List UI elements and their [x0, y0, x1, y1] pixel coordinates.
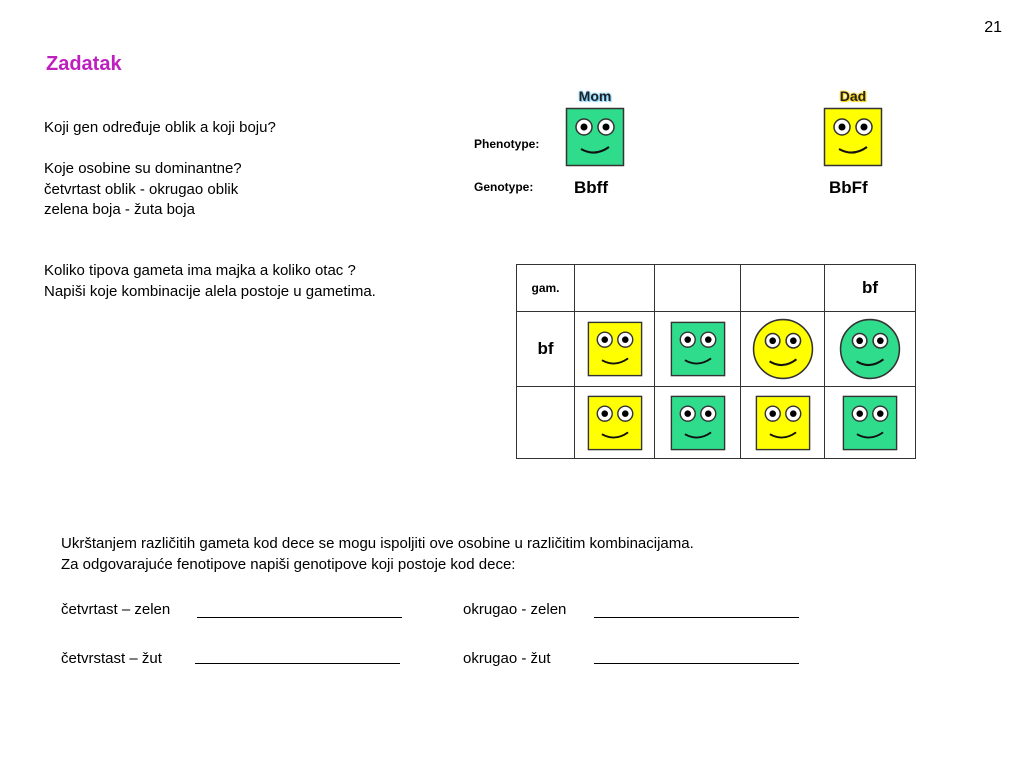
column-header [575, 265, 655, 312]
punnett-cell [741, 387, 825, 459]
punnett-square [516, 264, 916, 459]
question-3-line2: Napiši koje kombinacije alela postoje u gametima. [44, 282, 376, 300]
row-header-label: bf [537, 339, 554, 358]
genotype-label: Genotype: [474, 180, 534, 194]
answer-label-square-yellow: četvrstast – žut [61, 650, 162, 667]
offspring-square-green-face-icon [825, 395, 915, 451]
instructions [61, 534, 694, 575]
punnett-cell [825, 312, 916, 387]
offspring-square-yellow-face-icon [741, 395, 824, 451]
punnett-cell [825, 387, 916, 459]
offspring-square-yellow-face-icon [575, 395, 654, 451]
gametes-label: gam. [531, 281, 560, 295]
punnett-cell [741, 312, 825, 387]
row-header [517, 312, 575, 387]
mom-genotype: Bbff [574, 178, 608, 197]
punnett-cell [575, 312, 655, 387]
punnett-cell [655, 312, 741, 387]
question-2: Koje osobine su dominantne? [44, 160, 242, 177]
answer-blank[interactable] [594, 617, 799, 618]
mom-label: Mom [578, 88, 612, 104]
page-number: 21 [984, 19, 1002, 36]
answer-label-round-green: okrugao - zelen [463, 601, 567, 618]
offspring-round-yellow-face-icon [741, 318, 824, 380]
answer-label-square-green: četvrtast – zelen [61, 601, 171, 618]
mom-face-icon [565, 107, 625, 167]
dad-label: Dad [839, 88, 867, 104]
phenotype-label: Phenotype: [474, 137, 540, 151]
question-block-1 [44, 118, 276, 221]
question-block-2 [44, 261, 376, 302]
answer-blank[interactable] [195, 663, 400, 664]
punnett-cell [655, 387, 741, 459]
offspring-square-yellow-face-icon [575, 321, 654, 377]
question-1: Koji gen određuje oblik a koji boju? [44, 119, 276, 136]
dominance-shape: četvrtast oblik - okrugao oblik [44, 180, 239, 198]
column-header [825, 265, 916, 312]
row-header [517, 387, 575, 459]
dominance-color: zelena boja - žuta boja [44, 201, 195, 218]
answer-label-round-yellow: okrugao - žut [463, 650, 551, 667]
punnett-cell [575, 387, 655, 459]
offspring-round-green-face-icon [825, 318, 915, 380]
dad-face-icon [823, 107, 883, 167]
answer-blank[interactable] [197, 617, 402, 618]
offspring-square-green-face-icon [655, 321, 740, 377]
column-header [741, 265, 825, 312]
dad-genotype: BbFf [829, 178, 868, 197]
question-3: Koliko tipova gameta ima majka a koliko otac ? [44, 262, 356, 279]
instructions-line-1: Ukrštanjem različitih gameta kod dece se mogu ispoljiti ove osobine u različitim kombinacijama. [61, 535, 694, 552]
page-title: Zadatak [46, 53, 122, 75]
instructions-line-2: Za odgovarajuće fenotipove napiši genotipove koji postoje kod dece: [61, 555, 516, 573]
column-header-label: bf [861, 278, 879, 297]
corner-cell [517, 265, 575, 312]
answer-blank[interactable] [594, 663, 799, 664]
column-header [655, 265, 741, 312]
offspring-square-green-face-icon [655, 395, 740, 451]
